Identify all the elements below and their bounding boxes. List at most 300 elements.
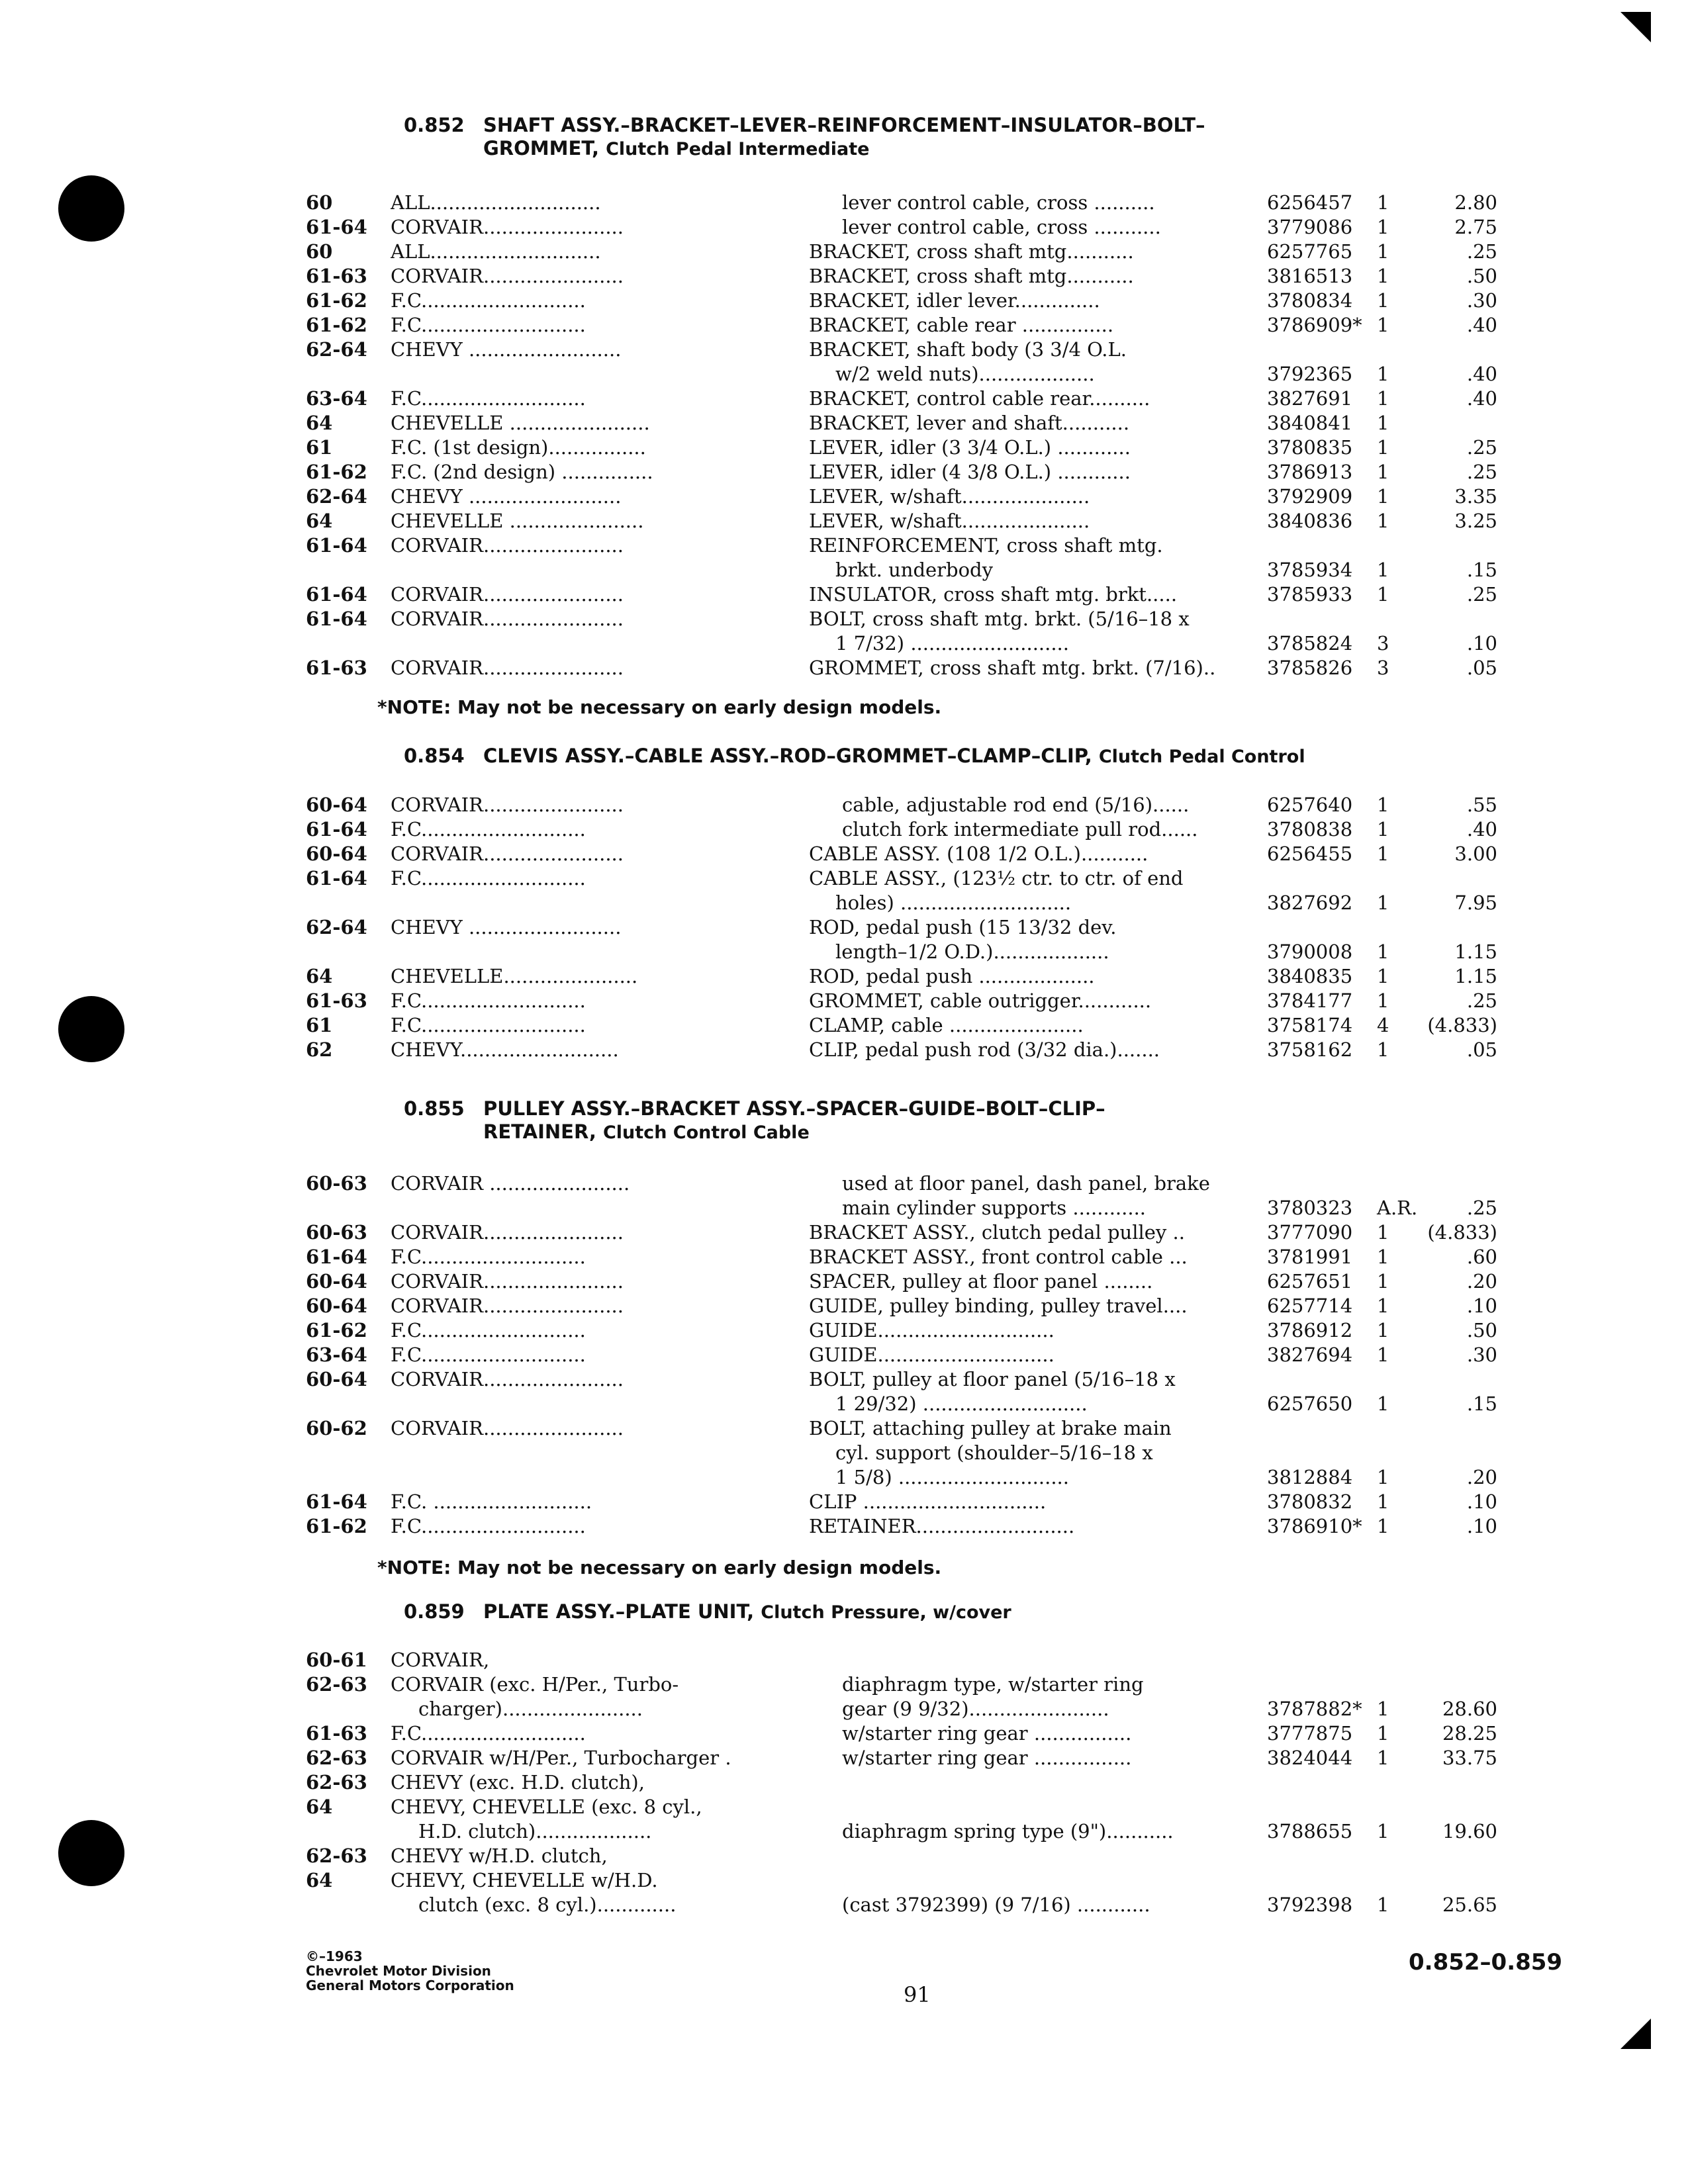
quantity: 1 [1377, 818, 1389, 841]
year-range: 63-64 [306, 387, 367, 410]
quantity: 1 [1377, 314, 1389, 336]
year-range: 60 [306, 240, 333, 263]
part-description: (cast 3792399) (9 7/16) ............ [842, 1893, 1150, 1916]
price: 1.15 [1454, 965, 1497, 987]
part-description: GROMMET, cross shaft mtg. brkt. (7/16).. [809, 657, 1216, 679]
part-description: INSULATOR, cross shaft mtg. brkt..... [809, 583, 1178, 606]
model-name: H.D. clutch)................... [418, 1820, 652, 1843]
part-description: ROD, pedal push (15 13/32 dev. [809, 916, 1117, 938]
table-row [306, 1392, 1497, 1416]
table-row [306, 1220, 1497, 1245]
model-name: CHEVY ......................... [391, 338, 622, 361]
part-number: 3780832 [1267, 1490, 1353, 1513]
part-description: BRACKET ASSY., front control cable ... [809, 1246, 1188, 1268]
model-name: CORVAIR....................... [391, 216, 624, 238]
quantity: 1 [1377, 1515, 1389, 1537]
price: .25 [1466, 1197, 1497, 1219]
table-row [306, 842, 1497, 866]
price: 2.80 [1454, 191, 1497, 214]
model-name: charger)....................... [418, 1698, 643, 1720]
part-number: 3786913 [1267, 461, 1353, 483]
quantity: 1 [1377, 989, 1389, 1012]
model-name: CORVAIR....................... [391, 1368, 624, 1390]
part-number: 3780834 [1267, 289, 1353, 312]
quantity: 1 [1377, 363, 1389, 385]
table-row [306, 338, 1497, 362]
footnote: *NOTE: May not be necessary on early design models. [377, 696, 942, 718]
part-description: clutch fork intermediate pull rod...... [842, 818, 1198, 841]
price: 28.60 [1442, 1698, 1497, 1720]
table-row [306, 313, 1497, 338]
table-row [306, 1294, 1497, 1318]
table-row [306, 817, 1497, 842]
price: 19.60 [1442, 1820, 1497, 1843]
price: .10 [1466, 1295, 1497, 1317]
year-range: 60-62 [306, 1417, 367, 1439]
table-row [306, 607, 1497, 631]
year-range: 64 [306, 965, 333, 987]
table-row [306, 1465, 1497, 1490]
model-name: F.C........................... [391, 1014, 586, 1036]
copyright-division: Chevrolet Motor Division [306, 1963, 491, 1979]
part-description: BRACKET, cross shaft mtg........... [809, 265, 1134, 287]
part-number: 3786912 [1267, 1319, 1353, 1342]
price: 1.15 [1454, 940, 1497, 963]
section-title: CLEVIS ASSY.–CABLE ASSY.–ROD–GROMMET–CLAMP–CLIP, [483, 745, 1092, 767]
section-heading [404, 745, 1305, 768]
quantity: 1 [1377, 461, 1389, 483]
quantity: 1 [1377, 965, 1389, 987]
quantity: 1 [1377, 794, 1389, 816]
year-range: 61-64 [306, 608, 367, 630]
year-range: 61-64 [306, 216, 367, 238]
part-description: lever control cable, cross ........... [842, 216, 1161, 238]
year-range: 62-63 [306, 1747, 367, 1769]
model-name: F.C........................... [391, 1343, 586, 1366]
table-row [306, 1367, 1497, 1392]
table-row [306, 1819, 1497, 1844]
part-description: holes) ............................ [835, 891, 1072, 914]
table-row [306, 533, 1497, 558]
part-description: length–1/2 O.D.)................... [835, 940, 1109, 963]
year-range: 60-64 [306, 1368, 367, 1390]
table-row [306, 1514, 1497, 1539]
part-description: SPACER, pulley at floor panel ........ [809, 1270, 1153, 1293]
table-row [306, 1648, 1497, 1672]
part-description: used at floor panel, dash panel, brake [842, 1172, 1210, 1195]
table-row [306, 1171, 1497, 1196]
quantity: 1 [1377, 1221, 1389, 1244]
table-row [306, 1746, 1497, 1770]
part-description: gear (9 9/32)....................... [842, 1698, 1109, 1720]
year-range: 61 [306, 1014, 333, 1036]
parts-table [306, 793, 1497, 1062]
part-description: w/2 weld nuts)................... [835, 363, 1095, 385]
part-description: diaphragm spring type (9")........... [842, 1820, 1174, 1843]
year-range: 60-61 [306, 1649, 367, 1671]
price: (4.833) [1427, 1221, 1497, 1244]
part-description: GUIDE............................. [809, 1343, 1055, 1366]
copyright-corporation: General Motors Corporation [306, 1978, 514, 1993]
price: (4.833) [1427, 1014, 1497, 1036]
table-row [306, 509, 1497, 533]
part-description: 1 29/32) ........................... [835, 1392, 1088, 1415]
quantity: 1 [1377, 510, 1389, 532]
model-name: F.C. (1st design)................ [391, 436, 646, 459]
section-number: 0.859 [404, 1600, 465, 1623]
year-range: 61-62 [306, 289, 367, 312]
section-heading [404, 1097, 1105, 1144]
year-range: 62-64 [306, 916, 367, 938]
parts-table [306, 191, 1497, 680]
year-range: 61-64 [306, 583, 367, 606]
table-row [306, 411, 1497, 435]
table-row [306, 964, 1497, 989]
part-number: 3786909* [1267, 314, 1362, 336]
quantity: 1 [1377, 1698, 1389, 1720]
price: 28.25 [1442, 1722, 1497, 1745]
section-title-cont: RETAINER, [483, 1120, 596, 1143]
binder-hole-top [58, 175, 124, 242]
year-range: 61-63 [306, 265, 367, 287]
part-number: 3785934 [1267, 559, 1353, 581]
table-row [306, 215, 1497, 240]
model-name: F.C........................... [391, 289, 586, 312]
parts-table [306, 1648, 1497, 1917]
part-description: CABLE ASSY., (123½ ctr. to ctr. of end [809, 867, 1184, 889]
part-number: 3840836 [1267, 510, 1353, 532]
part-description: LEVER, idler (4 3/8 O.L.) ............ [809, 461, 1131, 483]
year-range: 60-63 [306, 1221, 367, 1244]
year-range: 64 [306, 1869, 333, 1891]
model-name: CORVAIR....................... [391, 794, 624, 816]
part-number: 6257640 [1267, 794, 1353, 816]
quantity: 1 [1377, 1343, 1389, 1366]
quantity: 1 [1377, 1392, 1389, 1415]
model-name: F.C........................... [391, 1319, 586, 1342]
table-row [306, 1441, 1497, 1465]
year-range: 62 [306, 1038, 333, 1061]
model-name: CHEVY, CHEVELLE w/H.D. [391, 1869, 658, 1891]
table-row [306, 1343, 1497, 1367]
table-row [306, 631, 1497, 656]
table-row [306, 582, 1497, 607]
section-subtitle: Clutch Pressure, w/cover [761, 1602, 1011, 1623]
quantity: 1 [1377, 240, 1389, 263]
part-number: 3840841 [1267, 412, 1353, 434]
binder-hole-middle [58, 996, 124, 1062]
year-range: 60 [306, 191, 333, 214]
part-number: 3780835 [1267, 436, 1353, 459]
model-name: CORVAIR (exc. H/Per., Turbo- [391, 1673, 679, 1696]
year-range: 60-64 [306, 794, 367, 816]
table-row [306, 915, 1497, 940]
part-description: RETAINER.......................... [809, 1515, 1075, 1537]
quantity: 1 [1377, 1270, 1389, 1293]
part-number: 6257651 [1267, 1270, 1353, 1293]
parts-table [306, 1171, 1497, 1539]
table-row [306, 1868, 1497, 1893]
price: .50 [1466, 265, 1497, 287]
price: .60 [1466, 1246, 1497, 1268]
table-row [306, 387, 1497, 411]
part-description: GUIDE, pulley binding, pulley travel.... [809, 1295, 1188, 1317]
part-number: 3758162 [1267, 1038, 1353, 1061]
part-description: CLIP .............................. [809, 1490, 1047, 1513]
year-range: 61-62 [306, 1515, 367, 1537]
model-name: CHEVY ......................... [391, 916, 622, 938]
section-title: PULLEY ASSY.–BRACKET ASSY.–SPACER–GUIDE–BOLT–CLIP– [483, 1097, 1105, 1120]
quantity: 1 [1377, 265, 1389, 287]
table-row [306, 1770, 1497, 1795]
model-name: CORVAIR....................... [391, 583, 624, 606]
part-description: lever control cable, cross .......... [842, 191, 1155, 214]
price: .40 [1466, 387, 1497, 410]
price: 33.75 [1442, 1747, 1497, 1769]
table-row [306, 558, 1497, 582]
part-description: BRACKET, shaft body (3 3/4 O.L. [809, 338, 1127, 361]
year-range: 64 [306, 510, 333, 532]
part-number: 3790008 [1267, 940, 1353, 963]
year-range: 61-63 [306, 989, 367, 1012]
price: .25 [1466, 436, 1497, 459]
table-row [306, 191, 1497, 215]
year-range: 60-63 [306, 1172, 367, 1195]
part-description: CLIP, pedal push rod (3/32 dia.)....... [809, 1038, 1160, 1061]
page-number: 91 [904, 1982, 931, 2007]
table-row [306, 435, 1497, 460]
quantity: 1 [1377, 1820, 1389, 1843]
year-range: 62-63 [306, 1771, 367, 1794]
model-name: ALL............................ [391, 191, 601, 214]
quantity: 1 [1377, 485, 1389, 508]
part-number: 3792909 [1267, 485, 1353, 508]
part-description: BRACKET ASSY., clutch pedal pulley .. [809, 1221, 1185, 1244]
quantity: 1 [1377, 387, 1389, 410]
corner-mark-top-right [1620, 12, 1651, 42]
part-description: LEVER, w/shaft..................... [809, 510, 1090, 532]
price: .10 [1466, 1515, 1497, 1537]
model-name: ALL............................ [391, 240, 601, 263]
model-name: CHEVY (exc. H.D. clutch), [391, 1771, 645, 1794]
year-range: 61-63 [306, 657, 367, 679]
table-row [306, 1795, 1497, 1819]
part-number: 3777875 [1267, 1722, 1353, 1745]
corner-mark-bottom-right [1620, 2019, 1651, 2049]
model-name: CHEVELLE ...................... [391, 510, 644, 532]
year-range: 61 [306, 436, 333, 459]
part-description: GUIDE............................. [809, 1319, 1055, 1342]
price: .10 [1466, 1490, 1497, 1513]
model-name: CORVAIR ....................... [391, 1172, 630, 1195]
part-number: 3786910* [1267, 1515, 1362, 1537]
model-name: F.C........................... [391, 989, 586, 1012]
model-name: F.C........................... [391, 1722, 586, 1745]
year-range: 61-64 [306, 1490, 367, 1513]
model-name: CHEVY ......................... [391, 485, 622, 508]
table-row [306, 362, 1497, 387]
section-heading [404, 1600, 1011, 1624]
part-number: 3780323 [1267, 1197, 1353, 1219]
price: .25 [1466, 989, 1497, 1012]
part-number: 3785826 [1267, 657, 1353, 679]
part-description: CLAMP, cable ...................... [809, 1014, 1084, 1036]
model-name: F.C........................... [391, 314, 586, 336]
section-title: PLATE ASSY.–PLATE UNIT, [483, 1600, 755, 1623]
model-name: CORVAIR....................... [391, 657, 624, 679]
price: .40 [1466, 363, 1497, 385]
part-description: BRACKET, control cable rear.......... [809, 387, 1150, 410]
part-number: 3784177 [1267, 989, 1353, 1012]
quantity: 4 [1377, 1014, 1389, 1036]
part-description: brkt. underbody [835, 559, 994, 581]
part-description: BOLT, cross shaft mtg. brkt. (5/16–18 x [809, 608, 1190, 630]
quantity: 1 [1377, 583, 1389, 606]
year-range: 61-63 [306, 1722, 367, 1745]
part-description: BOLT, attaching pulley at brake main [809, 1417, 1172, 1439]
quantity: 1 [1377, 842, 1389, 865]
price: .50 [1466, 1319, 1497, 1342]
model-name: F.C. (2nd design) ............... [391, 461, 653, 483]
table-row [306, 1013, 1497, 1038]
year-range: 61-64 [306, 534, 367, 557]
part-number: 6257650 [1267, 1392, 1353, 1415]
model-name: F.C........................... [391, 387, 586, 410]
model-name: CHEVELLE...................... [391, 965, 638, 987]
part-number: 6256455 [1267, 842, 1353, 865]
quantity: 1 [1377, 412, 1389, 434]
part-description: ROD, pedal push ................... [809, 965, 1095, 987]
table-row [306, 656, 1497, 680]
part-description: CABLE ASSY. (108 1/2 O.L.)........... [809, 842, 1149, 865]
price: .20 [1466, 1270, 1497, 1293]
year-range: 61-62 [306, 1319, 367, 1342]
table-row [306, 1844, 1497, 1868]
model-name: F.C........................... [391, 1515, 586, 1537]
part-description: BRACKET, idler lever.............. [809, 289, 1100, 312]
price: 3.25 [1454, 510, 1497, 532]
quantity: 1 [1377, 436, 1389, 459]
quantity: 1 [1377, 1246, 1389, 1268]
table-row [306, 989, 1497, 1013]
price: .05 [1466, 1038, 1497, 1061]
section-title: SHAFT ASSY.–BRACKET–LEVER–REINFORCEMENT–INSULATOR–BOLT– [483, 114, 1205, 136]
price: 25.65 [1442, 1893, 1497, 1916]
price: .10 [1466, 632, 1497, 655]
model-name: CORVAIR w/H/Per., Turbocharger . [391, 1747, 731, 1769]
part-number: 3792398 [1267, 1893, 1353, 1916]
year-range: 60-64 [306, 1295, 367, 1317]
model-name: CHEVY w/H.D. clutch, [391, 1844, 608, 1867]
year-range: 60-64 [306, 842, 367, 865]
model-name: CORVAIR....................... [391, 1221, 624, 1244]
part-number: 3779086 [1267, 216, 1353, 238]
part-number: 3780838 [1267, 818, 1353, 841]
part-description: BRACKET, cable rear ............... [809, 314, 1114, 336]
table-row [306, 1697, 1497, 1721]
part-description: GROMMET, cable outrigger............ [809, 989, 1152, 1012]
table-row [306, 240, 1497, 264]
quantity: 1 [1377, 1893, 1389, 1916]
quantity: 3 [1377, 632, 1389, 655]
table-row [306, 1245, 1497, 1269]
footnote: *NOTE: May not be necessary on early design models. [377, 1557, 942, 1578]
model-name: CORVAIR....................... [391, 1270, 624, 1293]
part-number: 3824044 [1267, 1747, 1353, 1769]
model-name: clutch (exc. 8 cyl.)............. [418, 1893, 677, 1916]
quantity: 3 [1377, 657, 1389, 679]
section-number: 0.854 [404, 745, 465, 767]
table-row [306, 264, 1497, 289]
quantity: 1 [1377, 289, 1389, 312]
part-number: 6257765 [1267, 240, 1353, 263]
part-description: BOLT, pulley at floor panel (5/16–18 x [809, 1368, 1176, 1390]
quantity: 1 [1377, 191, 1389, 214]
part-description: BRACKET, cross shaft mtg........... [809, 240, 1134, 263]
part-number: 3792365 [1267, 363, 1353, 385]
price: .55 [1466, 794, 1497, 816]
model-name: F.C........................... [391, 867, 586, 889]
model-name: CHEVELLE ....................... [391, 412, 650, 434]
model-name: F.C........................... [391, 818, 586, 841]
year-range: 61-64 [306, 818, 367, 841]
part-number: 6256457 [1267, 191, 1353, 214]
quantity: A.R. [1377, 1197, 1418, 1219]
table-row [306, 1038, 1497, 1062]
section-subtitle: Clutch Control Cable [602, 1122, 810, 1143]
price: .30 [1466, 289, 1497, 312]
price: .15 [1466, 559, 1497, 581]
model-name: CORVAIR....................... [391, 1295, 624, 1317]
year-range: 64 [306, 412, 333, 434]
price: .40 [1466, 314, 1497, 336]
section-number: 0.852 [404, 114, 465, 136]
part-description: cyl. support (shoulder–5/16–18 x [835, 1441, 1153, 1464]
table-row [306, 1196, 1497, 1220]
model-name: F.C........................... [391, 1246, 586, 1268]
price: .25 [1466, 240, 1497, 263]
quantity: 1 [1377, 1295, 1389, 1317]
quantity: 1 [1377, 891, 1389, 914]
section-subtitle: Clutch Pedal Control [1098, 747, 1305, 767]
year-range: 62-64 [306, 338, 367, 361]
year-range: 61-64 [306, 1246, 367, 1268]
part-description: 1 7/32) .......................... [835, 632, 1069, 655]
part-description: w/starter ring gear ................ [842, 1747, 1132, 1769]
table-row [306, 1416, 1497, 1441]
model-name: CORVAIR....................... [391, 534, 624, 557]
part-number: 3827694 [1267, 1343, 1353, 1366]
section-range: 0.852–0.859 [1409, 1949, 1563, 1976]
part-number: 6257714 [1267, 1295, 1353, 1317]
quantity: 1 [1377, 216, 1389, 238]
table-row [306, 793, 1497, 817]
quantity: 1 [1377, 559, 1389, 581]
price: 2.75 [1454, 216, 1497, 238]
price: .30 [1466, 1343, 1497, 1366]
part-description: LEVER, idler (3 3/4 O.L.) ............ [809, 436, 1131, 459]
part-description: BRACKET, lever and shaft........... [809, 412, 1130, 434]
table-row [306, 1893, 1497, 1917]
table-row [306, 940, 1497, 964]
part-description: 1 5/8) ............................ [835, 1466, 1069, 1488]
price: 3.35 [1454, 485, 1497, 508]
part-description: LEVER, w/shaft..................... [809, 485, 1090, 508]
quantity: 1 [1377, 1722, 1389, 1745]
copyright-year: ©–1963 [306, 1948, 363, 1964]
table-row [306, 460, 1497, 484]
table-row [306, 289, 1497, 313]
